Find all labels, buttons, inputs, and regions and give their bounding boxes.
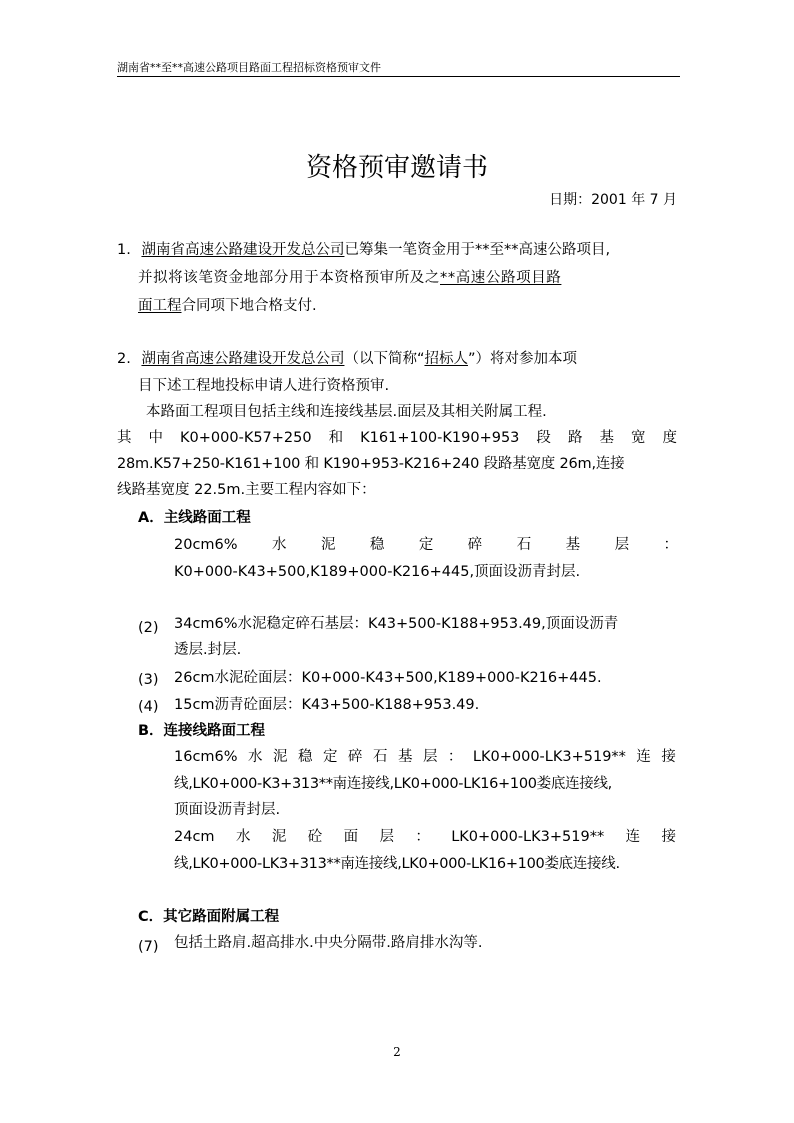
header-rule [117,76,680,77]
p2-line-5: 28m.K57+250-K161+100 和 K190+953-K216+240 段路基宽度 26m,连接 [117,456,625,472]
section-a-item-4: 15cm沥青砼面层：K43+500-K188+953.49. [174,697,480,713]
word: 接 [661,829,676,845]
word: 定 [418,537,434,553]
word: LK0+000-LK3+519** [451,829,605,845]
word: 连 [636,749,651,765]
section-a-item-3-number: (3) [138,672,159,688]
word: 段 [536,430,551,446]
word: 层 [422,749,438,765]
p2-line-3: 本路面工程项目包括主线和连接线基层.面层及其相关附属工程. [146,404,547,420]
word: ： [663,537,678,553]
section-a-item-2-line-1: 34cm6%水泥稳定碎石基层：K43+500-K188+953.49,顶面设沥青 [174,616,619,632]
word: 层 [379,829,394,845]
word: 水 [248,749,263,765]
word: K0+000-K57+250 [180,430,312,446]
p2-line-2: 目下述工程地投标申请人进行资格预审. [138,378,390,394]
section-a-item-3: 26cm水泥砼面层：K0+000-K43+500,K189+000-K216+445. [174,670,602,686]
word: ： [447,749,463,765]
word: 20cm6% [174,537,238,553]
section-a-item-4-number: (4) [138,699,159,715]
word: 度 [662,430,677,446]
p1-project-name-cont: 面工程 [138,298,182,314]
word: 水 [272,537,287,553]
p2-line-1-a: （以下简称“ [344,351,425,367]
word: 接 [661,749,676,765]
section-a-item-1-line-1 [174,535,678,555]
section-a-item-2-number: (2) [138,620,159,636]
word: 层 [614,537,630,553]
word: 泥 [271,829,287,845]
running-header: 湖南省**至**高速公路项目路面工程招标资格预审文件 [117,61,381,74]
section-a-item-1-line-2: K0+000-K43+500,K189+000-K216+445,顶面设沥青封层. [174,564,581,580]
word: K161+100-K190+953 [360,430,520,446]
word: 定 [323,749,338,765]
word: LK0+000-LK3+519** [472,749,626,765]
section-c-heading: C．其它路面附属工程 [138,909,280,925]
word: 基 [397,749,413,765]
p1-line-1 [117,240,610,260]
word: 石 [516,537,532,553]
word: 路 [567,430,583,446]
p2-line-4 [117,428,677,448]
p1-line-3 [138,296,317,316]
word: 石 [372,749,388,765]
document-title: 资格预审邀请书 [305,153,488,183]
word: 宽 [630,430,646,446]
section-b-heading: B．连接线路面工程 [138,723,266,739]
p2-number: 2. [117,351,131,367]
word: 16cm6% [174,749,238,765]
p1-line-1-rest: 已筹集一笔资金用于**至**高速公路项目, [344,242,611,258]
section-b-item-2-line-2: 线,LK0+000-LK3+313**南连接线,LK0+000-LK16+100娄底连接线. [174,856,620,872]
word: 稳 [298,749,313,765]
p1-line-2-text: 并拟将该笔资金地部分用于本资格预审所及之 [138,270,440,286]
page-number: 2 [393,1045,401,1059]
word: 泥 [273,749,288,765]
section-c-item: 包括土路肩.超高排水.中央分隔带.路肩排水沟等. [174,935,483,951]
section-a-heading: A．主线路面工程 [138,510,251,526]
word: 和 [328,430,344,446]
p1-line-2 [138,268,561,288]
section-b-item-2-line-1 [174,827,676,847]
section-b-item-1-line-2: 线,LK0+000-K3+313**南连接线,LK0+000-LK16+100娄底连接线, [174,776,612,792]
word: 水 [235,829,251,845]
p2-owner: 湖南省高速公路建设开发总公司 [141,351,345,367]
p2-line-6: 线路基宽度 22.5m.主要工程内容如下： [117,482,376,498]
word: 碎 [347,749,363,765]
word: 面 [343,829,359,845]
word: 基 [599,430,614,446]
word: 连 [625,829,641,845]
p1-number: 1. [117,242,131,258]
p2-line-1 [117,349,577,369]
p2-line-1-b: ”）将对参加本项 [467,351,577,367]
word: 稳 [369,537,385,553]
word: 中 [148,430,164,446]
word: 泥 [320,537,336,553]
word: 24cm [174,829,215,845]
p2-tenderer: 招标人 [424,351,468,367]
word: ： [415,829,430,845]
section-b-item-1-line-1 [174,747,676,767]
section-b-item-1-line-3: 顶面设沥青封层. [174,802,281,818]
document-date: 日期：2001 年 7 月 [549,192,677,208]
word: 基 [565,537,581,553]
p1-line-3-rest: 合同项下地合格支付. [181,298,317,314]
p1-owner: 湖南省高速公路建设开发总公司 [141,242,345,258]
word: 其 [117,430,132,446]
section-c-item-number: (7) [138,939,159,955]
word: 砼 [307,829,323,845]
word: 碎 [467,537,483,553]
p1-project-name: **高速公路项目路 [440,270,562,286]
section-a-item-2-line-2: 透层.封层. [174,642,242,658]
